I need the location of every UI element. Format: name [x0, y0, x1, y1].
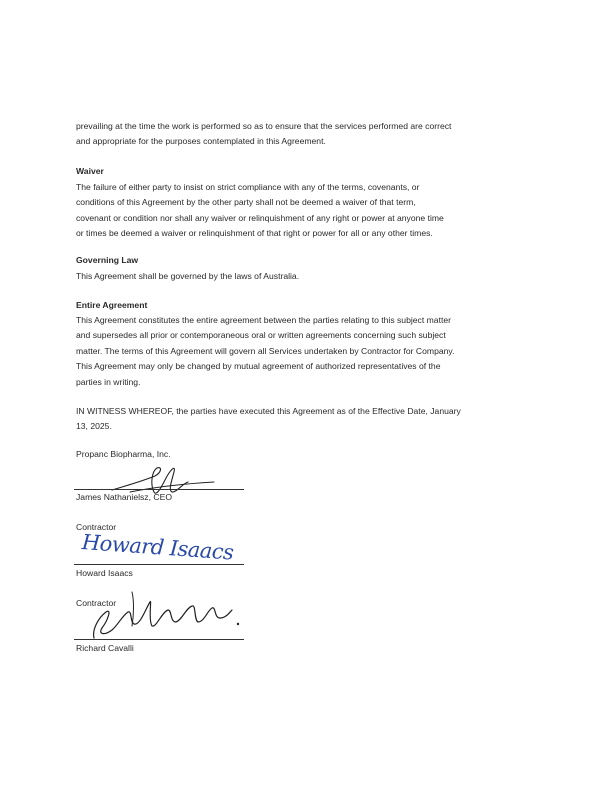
witness-line: 13, 2025. [76, 421, 112, 432]
company-signature-line [74, 489, 244, 490]
entire-agreement-line: matter. The terms of this Agreement will govern all Services undertaken by Contractor for Company. [76, 345, 455, 356]
entire-agreement-line: This Agreement may only be changed by mutual agreement of authorized representatives of the [76, 361, 441, 372]
entire-agreement-line: parties in writing. [76, 376, 141, 387]
governing-law-paragraph [76, 269, 526, 284]
contractor1-label: Contractor [76, 522, 117, 532]
waiver-line: or times be deemed a waiver or relinquishment of that right or power for all or any other times. [76, 228, 433, 239]
company-signatory-name: James Nathanielsz, CEO [76, 492, 172, 502]
contractor2-label: Contractor [76, 598, 117, 608]
governing-law-line: This Agreement shall be governed by the laws of Australia. [76, 271, 300, 281]
contractor2-signatory-name: Richard Cavalli [76, 643, 134, 653]
witness-paragraph [76, 404, 526, 435]
intro-paragraph [76, 119, 526, 150]
waiver-paragraph [76, 180, 526, 242]
company-label: Propanc Biopharma, Inc. [76, 449, 171, 459]
intro-line: and appropriate for the purposes contemplated in this Agreement. [76, 136, 326, 147]
contractor1-signature-line [74, 564, 244, 565]
entire-agreement-heading: Entire Agreement [76, 300, 148, 310]
waiver-heading: Waiver [76, 166, 104, 176]
entire-agreement-paragraph [76, 313, 526, 390]
entire-agreement-line: and supersedes all prior or contemporaneous oral or written agreements concerning such subject [76, 330, 446, 341]
howard-isaacs-signature: Howard Isaacs [81, 530, 235, 565]
intro-line: prevailing at the time the work is performed so as to ensure that the services performed are correct [76, 121, 452, 131]
governing-law-heading: Governing Law [76, 255, 139, 265]
waiver-line: conditions of this Agreement by the other party shall not be deemed a waiver of that term, [76, 197, 416, 208]
contractor2-signature-line [74, 639, 244, 640]
waiver-line: covenant or condition nor shall any waiver or relinquishment of any right or power at anyone time [76, 212, 444, 223]
entire-agreement-line: This Agreement constitutes the entire agreement between the parties relating to this subject matter [76, 315, 451, 325]
witness-line: IN WITNESS WHEREOF, the parties have executed this Agreement as of the Effective Date, January [76, 406, 461, 416]
richard-cavalli-signature [88, 590, 248, 644]
contractor1-signatory-name: Howard Isaacs [76, 568, 133, 578]
waiver-line: The failure of either party to insist on strict compliance with any of the terms, covenants, or [76, 182, 420, 192]
